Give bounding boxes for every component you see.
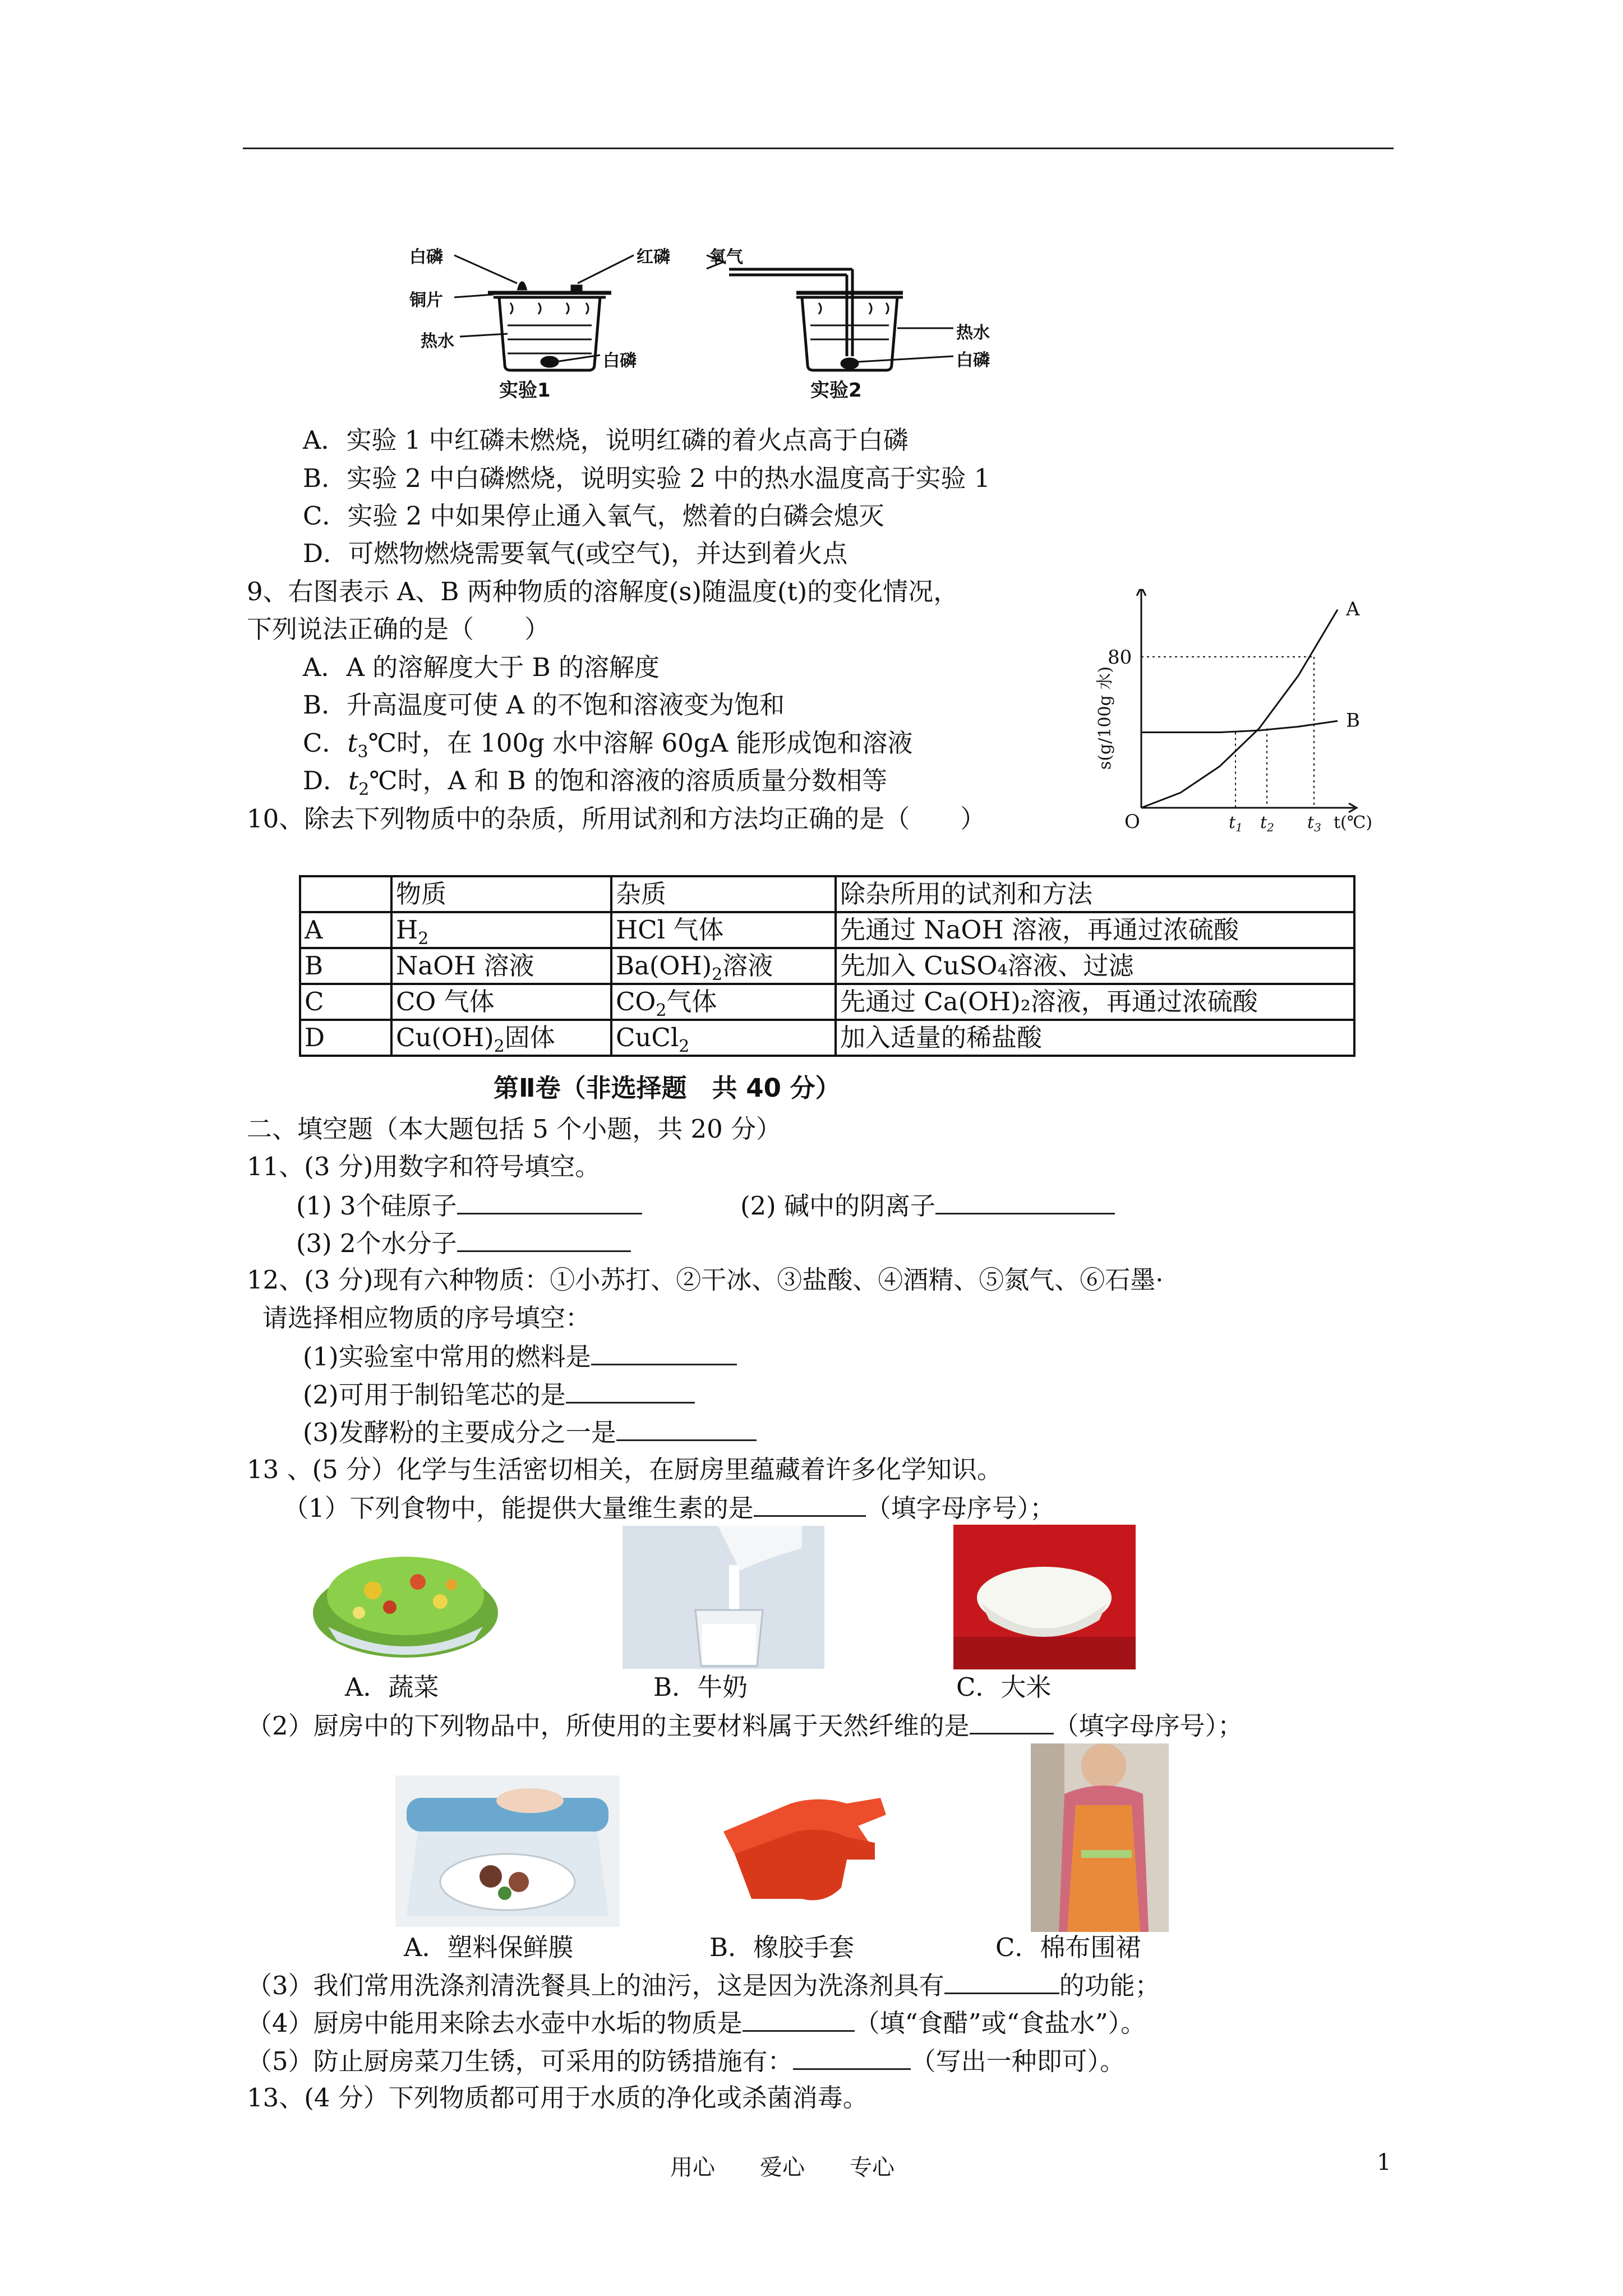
impurity-cell: $Ba(OH)_2$溶液 [611, 948, 836, 984]
fig-label-white-p-bottom: 白磷 [603, 351, 637, 371]
fig-caption-exp1: 实验1 [499, 379, 551, 402]
q11-part1: (1) 3个硅原子 [296, 1188, 642, 1223]
food-caption-b: B．牛奶 [653, 1672, 748, 1702]
fig-label-white-p-top: 白磷 [409, 247, 443, 267]
footer-motto: 用心 爱心 专心 [670, 2155, 895, 2180]
q12-part1: (1)实验室中常用的燃料是 [303, 1339, 737, 1374]
salad-image [306, 1529, 505, 1666]
series-label-b: B [1346, 709, 1360, 732]
table-row [300, 948, 1354, 984]
q10-stem: 10、除去下列物质中的杂质，所用试剂和方法均正确的是（ ） [247, 804, 986, 834]
q12-stem: 12、(3 分)现有六种物质：①小苏打、②干冰、③盐酸、④酒精、⑤氮气、⑥石墨· [247, 1265, 1164, 1295]
fig-label-oxygen: 氧气 [709, 247, 743, 267]
answer-blank[interactable] [935, 1188, 1115, 1214]
part2-title: 第Ⅱ卷（非选择题 共 40 分） [494, 1073, 841, 1103]
series-a-curve [1141, 610, 1338, 808]
q8-option-b: B．实验 2 中白磷燃烧，说明实验 2 中的热水温度高于实验 1 [303, 463, 990, 493]
rice-image [953, 1525, 1136, 1669]
q8-option-d: D．可燃物燃烧需要氧气(或空气)，并达到着火点 [303, 539, 848, 568]
item-caption-a: A．塑料保鲜膜 [404, 1932, 574, 1962]
x-axis-label: t(℃) [1334, 813, 1373, 832]
fig-label-white-p-2: 白磷 [956, 351, 990, 370]
q11-stem: 11、(3 分)用数字和符号填空。 [247, 1152, 601, 1181]
fig-label-red-p: 红磷 [637, 247, 670, 267]
solubility-chart [1088, 589, 1402, 847]
q9-stem-1: 9、右图表示 A、B 两种物质的溶解度(s)随温度(t)的变化情况， [247, 577, 959, 606]
table-row [300, 984, 1354, 1020]
q13-part2: （2）厨房中的下列物品中，所使用的主要材料属于天然纤维的是 （填字母序号）； [247, 1708, 1243, 1743]
q8-option-a: A．实验 1 中红磷未燃烧，说明红磷的着火点高于白磷 [303, 425, 909, 455]
answer-blank[interactable] [566, 1377, 695, 1404]
method-cell: 先加入 CuSO₄溶液、过滤 [836, 948, 1354, 984]
experiment2-beaker [707, 255, 953, 370]
method-cell: 加入适量的稀盐酸 [836, 1020, 1354, 1056]
q11-part3: (3) 2个水分子 [296, 1226, 631, 1260]
table-header-cell: 除杂所用的试剂和方法 [836, 876, 1354, 912]
purification-table [299, 875, 1355, 1057]
plastic-wrap-image [395, 1775, 620, 1927]
fig-label-hot-water-2: 热水 [956, 323, 990, 343]
fig-label-copper: 铜片 [409, 291, 443, 310]
method-cell: 先通过 NaOH 溶液，再通过浓硫酸 [836, 912, 1354, 948]
substance-cell: NaOH 溶液 [391, 948, 611, 984]
answer-blank[interactable] [616, 1415, 757, 1441]
item-caption-c: C．棉布围裙 [995, 1932, 1141, 1962]
section2-heading: 二、填空题（本大题包括 5 个小题，共 20 分） [247, 1114, 782, 1144]
q9-option-b: B．升高温度可使 A 的不饱和溶液变为饱和 [303, 690, 785, 720]
rubber-gloves-image [712, 1770, 903, 1913]
q13b-stem: 13、(4 分）下列物质都可用于水质的净化或杀菌消毒。 [247, 2083, 868, 2113]
row-key: A [300, 912, 391, 948]
q13-stem: 13 、(5 分）化学与生活密切相关，在厨房里蕴藏着许多化学知识。 [247, 1455, 1003, 1484]
row-key: B [300, 948, 391, 984]
x-tick-t2: $t_2$ [1260, 813, 1274, 834]
impurity-cell: HCl 气体 [611, 912, 836, 948]
answer-blank[interactable] [793, 2044, 911, 2070]
y-tick-80: 80 [1108, 646, 1132, 669]
table-header-cell: 杂质 [611, 876, 836, 912]
answer-blank[interactable] [457, 1188, 642, 1214]
series-b-curve [1141, 721, 1338, 732]
x-tick-t3: $t_3$ [1307, 813, 1321, 834]
answer-blank[interactable] [743, 2005, 855, 2032]
milk-image [623, 1526, 824, 1669]
answer-blank[interactable] [591, 1339, 737, 1365]
y-axis-label: s(g/100g 水) [1095, 666, 1115, 770]
fig-caption-exp2: 实验2 [810, 379, 862, 402]
answer-blank[interactable] [457, 1226, 631, 1252]
origin-label: O [1124, 811, 1140, 833]
answer-blank[interactable] [944, 1968, 1059, 1994]
q12-part2: (2)可用于制铅笔芯的是 [303, 1377, 695, 1412]
chart-axes [1137, 589, 1357, 812]
table-row [300, 912, 1354, 948]
substance-cell: $H_2$ [391, 912, 611, 948]
header-rule [243, 148, 1394, 149]
series-label-a: A [1346, 597, 1360, 620]
impurity-cell: CuCl$_2$ [611, 1020, 836, 1056]
method-cell: 先通过 Ca(OH)₂溶液，再通过浓硫酸 [836, 984, 1354, 1020]
q11-part2: (2) 碱中的阴离子 [740, 1188, 1115, 1223]
x-tick-t1: $t_1$ [1229, 813, 1243, 834]
answer-blank[interactable] [754, 1490, 866, 1517]
food-caption-a: A．蔬菜 [345, 1672, 439, 1702]
q13-part5: （5）防止厨房菜刀生锈，可采用的防锈措施有： （写出一种即可）。 [247, 2044, 1125, 2078]
table-header-row [300, 876, 1354, 912]
q8-option-c: C．实验 2 中如果停止通入氧气，燃着的白磷会熄灭 [303, 501, 884, 531]
table-row [300, 1020, 1354, 1056]
item-caption-b: B．橡胶手套 [709, 1932, 855, 1962]
q9-option-d: D．$t_2℃$时，A 和 B 的饱和溶液的溶质质量分数相等 [303, 766, 888, 799]
q13-part4: （4）厨房中能用来除去水壶中水垢的物质是 （填“食醋”或“食盐水”）。 [247, 2005, 1146, 2040]
table-header-cell: 物质 [391, 876, 611, 912]
q12-stem-2: 请选择相应物质的序号填空： [262, 1303, 591, 1333]
cotton-apron-image [1031, 1743, 1169, 1932]
answer-blank[interactable] [970, 1708, 1054, 1734]
q9-option-a: A．A 的溶解度大于 B 的溶解度 [303, 652, 660, 682]
q13-part1: （1）下列食物中，能提供大量维生素的是 （填字母序号）； [283, 1490, 1055, 1525]
substance-cell: $Cu(OH)_2$固体 [391, 1020, 611, 1056]
impurity-cell: $CO_2$气体 [611, 984, 836, 1020]
page-number: 1 [1377, 2150, 1391, 2175]
row-key: C [300, 984, 391, 1020]
q9-stem-2: 下列说法正确的是（ ） [247, 614, 550, 644]
table-header-cell [300, 876, 391, 912]
q9-option-c: C．$t_3℃$时，在 100g 水中溶解 60gA 能形成饱和溶液 [303, 728, 913, 762]
substance-cell: CO 气体 [391, 984, 611, 1020]
q13-part3: （3）我们常用洗涤剂清洗餐具上的油污，这是因为洗涤剂具有 的功能； [247, 1968, 1160, 2003]
food-caption-c: C．大米 [956, 1672, 1052, 1702]
q12-part3: (3)发酵粉的主要成分之一是 [303, 1415, 757, 1450]
row-key: D [300, 1020, 391, 1056]
fig-label-hot-water-1: 热水 [421, 332, 454, 351]
experiment-figure [393, 236, 1009, 404]
